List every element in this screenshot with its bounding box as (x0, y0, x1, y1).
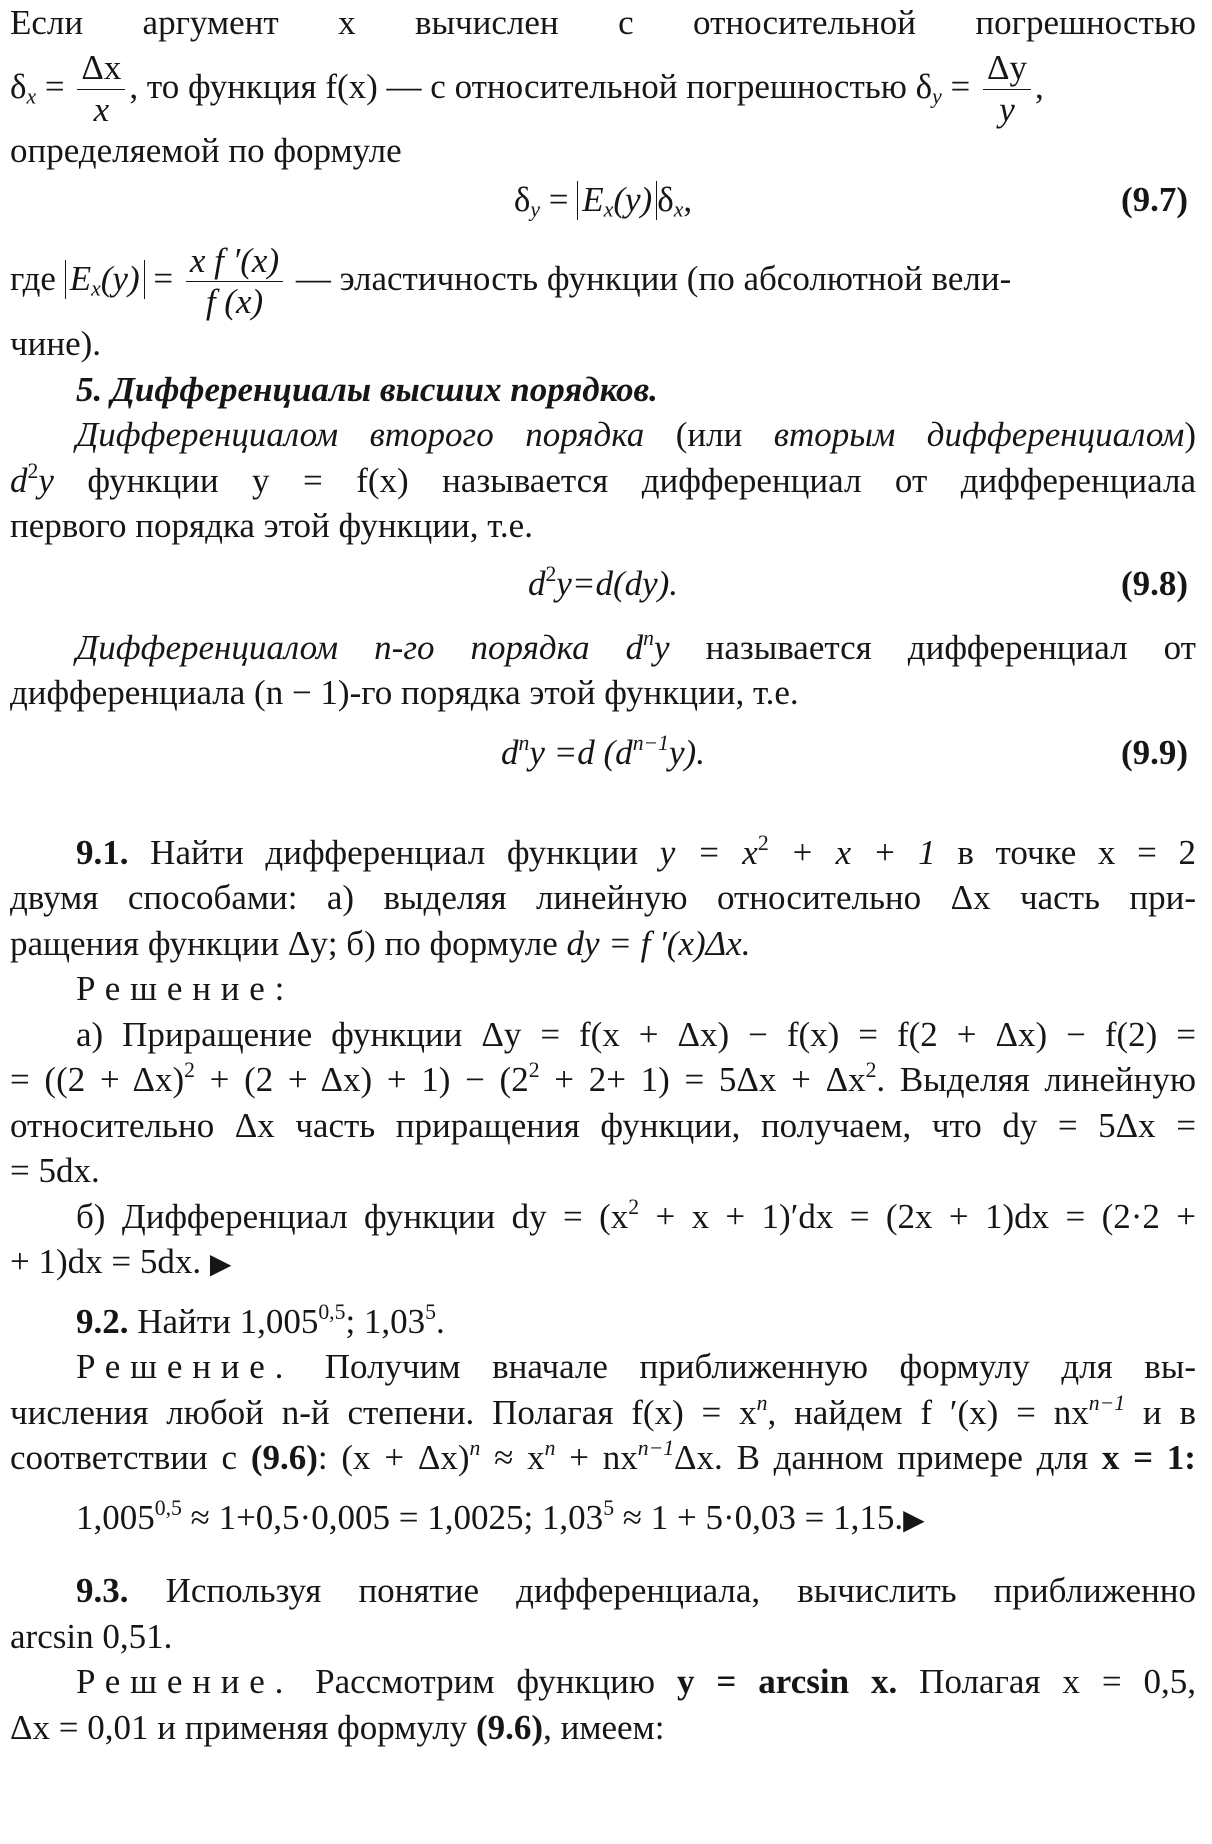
ex92-l1b: 0,5 (318, 1299, 346, 1324)
end-of-solution-icon-2: ▶ (903, 1504, 925, 1536)
example-9-2-sol-3 (10, 1435, 1196, 1481)
ex92-s3a: соответствии с (10, 1438, 251, 1477)
example-9-1-number: 9.1. (76, 832, 129, 872)
eq-sub-y: y (530, 197, 541, 222)
nth-term: Дифференциалом n-го порядка d (76, 627, 644, 667)
section-5-line-3 (10, 503, 1196, 549)
elast-denominator: f (x) (205, 282, 264, 322)
ex93-s2b: (9.6) (476, 1707, 544, 1747)
sec5-or: (или (644, 415, 774, 454)
elast-equals: = (144, 259, 182, 298)
example-9-1-line-2 (10, 875, 1196, 921)
example-9-3-sol-2 (10, 1705, 1196, 1751)
nth-line-2 (10, 670, 1196, 716)
example-9-2-sol-1 (10, 1344, 1196, 1390)
intro-line-1 (10, 0, 1196, 46)
example-9-1-sol-b-2 (10, 1239, 1196, 1285)
abs-elasticity-2 (65, 260, 145, 299)
ex91-sol-a-1: а) Приращение функции Δy = f(x + Δx) − f(x) = f(2 + Δx) − f(2) = (76, 1014, 1196, 1054)
eq-E: E (582, 180, 604, 219)
nth-y: y (654, 627, 670, 667)
example-9-3-line-2 (10, 1614, 1196, 1660)
fraction-denominator: x (93, 89, 110, 129)
example-9-3-number: 9.3. (76, 1571, 129, 1610)
example-9-1-sol-a-2 (10, 1057, 1196, 1103)
example-9-2-result (10, 1495, 1196, 1541)
ex91-text-2: двумя способами: а) выделяя линейную относительно Δx часть при- (10, 878, 1196, 917)
ex91-b1a: б) Дифференциал функции dy = (x (76, 1196, 629, 1236)
ex92-r1d: 5 (603, 1495, 615, 1520)
fraction-elasticity (186, 240, 283, 322)
abs-elasticity (577, 181, 657, 220)
eq98-sup: 2 (545, 561, 557, 586)
ex92-s3j: x = 1: (1101, 1438, 1196, 1477)
section-5-title (10, 367, 1196, 413)
ex93-s1b: y = arcsin x. (676, 1662, 898, 1701)
comma: , (1035, 66, 1044, 106)
ex91-a2a: = ((2 + Δx) (10, 1060, 185, 1099)
ex92-r1e: ≈ 1 + 5·0,03 = 1,15. (614, 1497, 904, 1537)
intro-line-3 (10, 128, 1196, 174)
term-second-differential: вторым дифференциалом (773, 415, 1185, 454)
intro-text-3: определяемой по формуле (10, 130, 402, 170)
solution-label-2: Решение. (76, 1347, 294, 1386)
ex93-s2c: , имеем: (543, 1707, 665, 1747)
equation-number-9-7: (9.7) (1120, 180, 1188, 219)
ex92-s3g: + nx (555, 1438, 638, 1477)
equation-9-9 (10, 720, 1196, 782)
sec5-sup: 2 (27, 458, 39, 483)
ex92-r1a: 1,005 (76, 1497, 155, 1537)
elast-E-sub: x (91, 276, 101, 301)
eq-delta: δ (513, 180, 531, 219)
nth-sup: n (643, 625, 654, 650)
ex93-l1: Используя понятие дифференциала, вычислить приближенно (128, 1571, 1196, 1610)
ex91-formula: dy = f ′(x)Δx. (566, 923, 751, 963)
eq99-sup-2: n−1 (632, 730, 670, 755)
intro-text-1: Если аргумент x вычислен с относительной погрешностью (10, 3, 1196, 42)
example-9-2-number: 9.2. (76, 1301, 129, 1341)
ex91-a2b: 2 (184, 1057, 195, 1082)
example-9-1-sol-a-1 (10, 1012, 1196, 1058)
nth-text-2: дифференциала (n − 1)-го порядка этой функции, т.е. (10, 673, 799, 712)
ex92-s3c: : (x + Δx) (317, 1438, 470, 1477)
ex92-l1e: . (436, 1301, 445, 1341)
section-title-text: 5. Дифференциалы высших порядков. (76, 369, 658, 409)
ex92-s3f: n (544, 1435, 556, 1460)
eq99-sup: n (518, 730, 530, 755)
example-9-1-sol-a-4 (10, 1148, 1196, 1194)
elast-text-2: чине). (10, 324, 102, 363)
equation-9-8-body (10, 561, 1196, 607)
delta-subscript: x (26, 83, 37, 108)
ex91-b2: + 1)dx = 5dx. (10, 1242, 210, 1281)
equation-9-9-body (10, 730, 1196, 776)
ex91-a2d: 2 (528, 1057, 540, 1082)
example-9-1-line-3 (10, 921, 1196, 967)
ex92-s3d: n (469, 1435, 481, 1460)
eq99-mid: y =d (d (529, 732, 633, 772)
ex92-l1d: 5 (425, 1299, 437, 1324)
ex91-b1c: + x + 1)′dx = (2x + 1)dx = (2·2 + (639, 1196, 1196, 1236)
sec5-d: d (10, 460, 28, 500)
ex92-r1c: ≈ 1+0,5·0,005 = 1,0025; 1,03 (181, 1497, 604, 1537)
spacer (10, 786, 1196, 830)
nth-line-1 (10, 625, 1196, 671)
eq98-rest: y=d(dy). (556, 563, 679, 603)
ex91-a2f: 2 (865, 1057, 877, 1082)
sec5-y: y (38, 460, 54, 500)
example-9-1-sol-b-1 (10, 1194, 1196, 1240)
ex91-a2e: + 2+ 1) = 5Δx + Δx (539, 1060, 866, 1099)
elasticity-line-2 (10, 321, 1196, 367)
eq99-end: y). (669, 732, 705, 772)
delta-y-subscript: y (932, 83, 942, 108)
intro-text-2: , то функция f(x) — с относительной погрешностью δ (129, 66, 933, 106)
ex91-func-2: + x + 1 (768, 832, 936, 872)
elast-where: где (10, 259, 65, 298)
section-5-line-2 (10, 458, 1196, 504)
elast-text: — эластичность функции (по абсолютной вели- (287, 259, 1012, 298)
eq98-d: d (527, 563, 546, 603)
ex91-a2g: . Выделяя линейную (876, 1060, 1197, 1099)
eq-of-y: (y) (613, 180, 653, 219)
eq-equals: = (540, 180, 578, 219)
ex92-s2a: числения любой n-й степени. Полагая f(x) = x (10, 1392, 757, 1432)
solution-label-3: Решение. (76, 1662, 294, 1701)
equation-9-8 (10, 553, 1196, 615)
solution-label: Решение: (76, 969, 295, 1008)
ex91-text-1: Найти дифференциал функции (128, 832, 660, 872)
fraction-denominator-2: y (999, 89, 1015, 129)
sec5-text-2: функции y = f(x) называется дифференциал от дифференциала (53, 460, 1196, 500)
ex92-s3e: ≈ x (480, 1438, 545, 1477)
ex91-text-3: ращения функции Δy; б) по формуле (10, 923, 567, 963)
intro-line-2 (10, 46, 1196, 128)
equation-number-9-9: (9.9) (1120, 732, 1188, 772)
ex92-l1c: ; 1,03 (345, 1301, 426, 1341)
eq-comma: , (683, 180, 693, 219)
eq-delta-2: δ (657, 180, 674, 219)
ex92-s2e: и в (1125, 1392, 1196, 1432)
example-9-3-sol-1 (10, 1659, 1196, 1705)
ex92-s1: Получим вначале приближенную формулу для вы- (293, 1347, 1196, 1386)
ex92-l1a: Найти 1,005 (128, 1301, 319, 1341)
fraction-dx-over-x (77, 50, 125, 129)
end-of-solution-icon: ▶ (209, 1249, 232, 1280)
equals-sign: = (36, 66, 74, 106)
example-9-3-line-1 (10, 1568, 1196, 1614)
example-9-2-sol-2 (10, 1390, 1196, 1436)
term-second-order: Дифференциалом второго порядка (76, 415, 645, 454)
ex93-l2: arcsin 0,51. (10, 1616, 173, 1656)
ex92-s3b: (9.6) (250, 1438, 318, 1477)
section-5-line-1 (10, 412, 1196, 458)
spacer-3 (10, 1540, 1196, 1568)
ex93-s1c: Полагая x = 0,5, (897, 1662, 1197, 1701)
ex91-point: в точке x = 2 (935, 832, 1197, 872)
fraction-dy-over-y (983, 50, 1031, 129)
ex91-a2c: + (2 + Δx) + 1) − (2 (194, 1060, 529, 1099)
ex92-s3i: Δx. В данном примере для (674, 1438, 1102, 1477)
ex91-sol-a-3: относительно Δx часть приращения функции, получаем, что dy = 5Δx = (10, 1105, 1196, 1145)
spacer-2 (10, 1285, 1196, 1299)
example-9-2-line-1 (10, 1299, 1196, 1345)
eq-sub-x: x (673, 197, 684, 222)
ex91-sup: 2 (757, 830, 769, 855)
ex92-s2b: n (756, 1390, 768, 1415)
fraction-numerator-2: Δy (983, 50, 1031, 90)
elast-numerator: x f ′(x) (186, 243, 283, 283)
elasticity-line (10, 237, 1196, 321)
ex93-s2a: Δx = 0,01 и применяя формулу (10, 1707, 477, 1747)
equation-9-7-body (10, 177, 1196, 223)
sec5-paren: ) (1184, 415, 1196, 454)
equation-number-9-8: (9.8) (1120, 563, 1188, 603)
ex92-s3h: n−1 (637, 1435, 675, 1460)
example-9-1-sol-a-3 (10, 1103, 1196, 1149)
equals-sign-2: = (941, 66, 980, 106)
ex91-sol-a-4: = 5dx. (10, 1151, 100, 1190)
eq-E-sub: x (603, 197, 614, 222)
example-9-1-solution-label (10, 966, 1196, 1012)
equation-9-7 (10, 177, 1196, 233)
ex93-s1a: Рассмотрим функцию (293, 1662, 677, 1701)
ex92-r1b: 0,5 (154, 1495, 182, 1520)
ex92-s2d: n−1 (1088, 1390, 1126, 1415)
elast-of-y: (y) (100, 259, 140, 298)
fraction-numerator: Δx (77, 50, 125, 90)
ex91-func: y = x (659, 832, 758, 872)
delta-symbol: δ (10, 66, 27, 106)
ex91-b1b: 2 (628, 1194, 640, 1219)
elast-E: E (69, 259, 92, 298)
eq99-d: d (501, 732, 519, 772)
nth-text: называется дифференциал от (669, 627, 1196, 667)
example-9-1-line-1 (10, 830, 1196, 876)
ex92-s2c: , найдем f ′(x) = nx (767, 1392, 1089, 1432)
sec5-text-3: первого порядка этой функции, т.е. (10, 506, 533, 545)
